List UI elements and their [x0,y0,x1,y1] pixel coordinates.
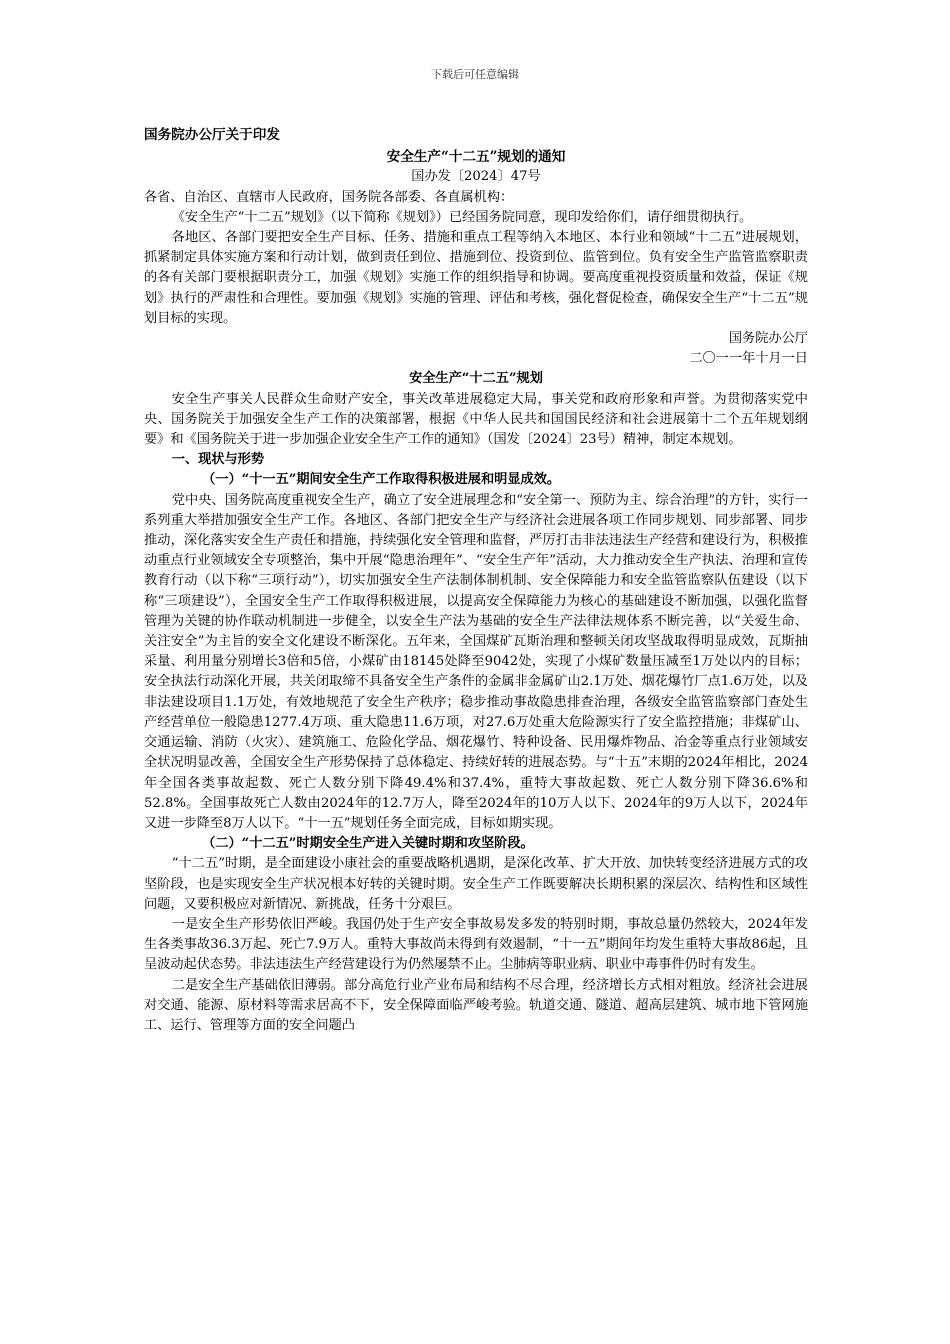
issue-date: 二〇一一年十月一日 [689,351,808,367]
recipients: 各省、自治区、直辖市人民政府，国务院各部委、各直属机构： [144,189,514,205]
plan-intro: 安全生产事关人民群众生命财产安全，事关改革进展稳定大局，事关党和政府形象和声誉。为贯彻落实党中央、国务院关于加强安全生产工作的决策部署，根据《中华人民共和国国民经济和社会进展第十二个五年规划纲要》和《国务院关于进一步加强企业安全生产工作的通知》（国发〔2024〕23号）精神，制定本规划。 [144,391,808,448]
subsection-2-paragraph-3: 二是安全生产基础依旧薄弱。部分高危行业产业布局和结构不尽合理，经济增长方式相对粗放。经济社会进展对交通、能源、原材料等需求居高不下，安全保障面临严峻考验。轨道交通、隧道、超高层建筑、城市地下管网施工、运行、管理等方面的安全问题凸 [144,977,808,1033]
subsection-1-paragraph: 党中央、国务院高度重视安全生产，确立了安全进展理念和“安全第一、预防为主、综合治理”的方针，实行一系列重大举措加强安全生产工作。各地区、各部门把安全生产与经济社会进展各项工作同步规划、同步部署、同步推动，深化落实安全生产责任和措施，持续强化安全管理和监督，严厉打击非法违法生产经营和建设行为，积极推动重点行业领域安全专项整治，集中开展“隐患治理年”、“安全生产年”活动，大力推动安全生产执法、治理和宣传教育行动（以下称“三项行动”），切实加强安全生产法制体制机制、安全保障能力和安全监管监察队伍建设（以下称“三项建设”），全国安全生产工作取得积极进展，以提高安全保障能力为核心的基础建设不断加强，以强化监督管理为关键的协作联动机制进一步健全，以安全生产法为基础的安全生产法律法规体系不断完善，以“关爱生命、关注安全”为主旨的安全文化建设不断深化。五年来，全国煤矿瓦斯治理和整顿关闭攻坚战取得明显成效，瓦斯抽采量、利用量分别增长3倍和5倍，小煤矿由18145处降至9042处，实现了小煤矿数量压减至1万处以内的目标；安全执法行动深化开展，共关闭取缔不具备安全生产条件的金属非金属矿山2.1万处、烟花爆竹厂点1.6万处，以及非法建设项目1.1万处，有效地规范了安全生产秩序；稳步推动事故隐患排查治理，各级安全监管监察部门查处生产经营单位一般隐患1277.4万项、重大隐患11.6万项，对27.6万处重大危险源实行了安全监控措施；非煤矿山、交通运输、消防（火灾）、建筑施工、危险化学品、烟花爆竹、特种设备、民用爆炸物品、冶金等重点行业领域安全状况明显改善，全国安全生产形势保持了总体稳定、持续好转的进展态势。与“十五”末期的2024年相比，2024年全国各类事故起数、死亡人数分别下降49.4%和37.4%，重特大事故起数、死亡人数分别下降36.6%和52.8%。全国事故死亡人数由2024年的12.7万人，降至2024年的10万人以下、2024年的9万人以下，2024年又进一步降至8万人以下。“十一五”规划任务全面完成，目标如期实现。 [144,492,808,831]
notice-title-line1: 国务院办公厅关于印发 [144,127,280,143]
notice-title-line2: 安全生产“十二五”规划的通知 [386,149,566,166]
notice-paragraph-2: 各地区、各部门要把安全生产目标、任务、措施和重点工程等纳入本地区、本行业和领域“十二五”进展规划，抓紧制定具体实施方案和行动计划，做到责任到位、措施到位、投资到位、监管到位。负有安全生产监管监察职责的各有关部门要根据职责分工，加强《规划》实施工作的组织指导和协调。要高度重视投资质量和效益，保证《规划》执行的严肃性和合理性。要加强《规划》实施的管理、评估和考核，强化督促检查，确保安全生产“十二五”规划目标的实现。 [144,230,808,326]
signature: 国务院办公厅 [728,331,808,347]
subsection-heading-2: （二）“十二五”时期安全生产进入关键时期和攻坚阶段。 [202,836,534,852]
plan-title: 安全生产“十二五”规划 [409,371,543,387]
section-heading-1: 一、现状与形势 [171,452,265,468]
doc-number: 国办发〔2024〕47号 [411,169,541,185]
subsection-2-paragraph-1: “十二五”时期，是全面建设小康社会的重要战略机遇期，是深化改革、扩大开放、加快转变经济进展方式的攻坚阶段，也是实现安全生产状况根本好转的关键时期。安全生产工作既要解决长期积累的深层次、结构性和区域性问题，又要积极应对新情况、新挑战，任务十分艰巨。 [144,856,808,912]
subsection-2-paragraph-2: 一是安全生产形势依旧严峻。我国仍处于生产安全事故易发多发的特别时期，事故总量仍然较大，2024年发生各类事故36.3万起、死亡7.9万人。重特大事故尚未得到有效遏制，“十一五”期间年均发生重特大事故86起，且呈波动起伏态势。非法违法生产经营建设行为仍然屡禁不止。尘肺病等职业病、职业中毒事件仍时有发生。 [144,916,808,973]
document-body [144,125,808,1036]
header-note: 下载后可任意编辑 [431,68,519,81]
notice-paragraph-1: 《安全生产“十二五”规划》（以下简称《规划》）已经国务院同意，现印发给你们，请仔细贯彻执行。 [171,209,753,225]
subsection-heading-1: （一）“十一五”期间安全生产工作取得积极进展和明显成效。 [202,472,561,488]
